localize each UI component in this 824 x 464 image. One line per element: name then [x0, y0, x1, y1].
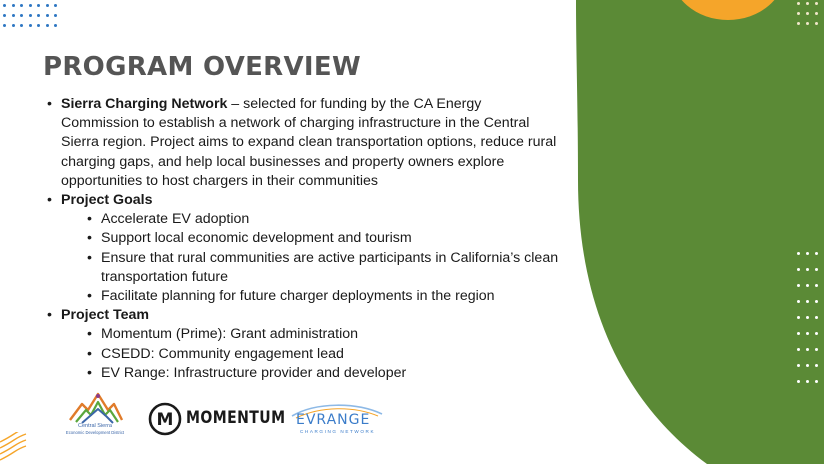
momentum-wordmark: MOMENTUM	[186, 408, 286, 427]
decor-dots-right	[795, 250, 824, 390]
network-description: – selected for funding by the CA Energy Commission to establish a network of charging infrastructure in the Central Sierra region. Project aims to expand clean transportation options, reduce rural charging gaps, and help local businesses and property owners explore opportunities to host chargers in their communities	[61, 96, 557, 189]
evrange-logo	[286, 402, 386, 438]
decor-dot	[46, 14, 49, 17]
decor-dot	[815, 252, 818, 255]
decor-dots-top-left	[0, 0, 60, 34]
decor-dot	[46, 24, 49, 27]
decor-dot	[797, 348, 800, 351]
decor-dot	[806, 12, 809, 15]
central-sierra-logo	[60, 390, 130, 446]
decor-dot	[806, 284, 809, 287]
decor-dot	[20, 14, 23, 17]
goals-list	[82, 210, 562, 306]
momentum-mark-icon	[148, 402, 182, 436]
decor-dot	[815, 332, 818, 335]
main-bullet-list	[42, 95, 562, 383]
decor-dot	[815, 364, 818, 367]
decor-dot	[54, 24, 57, 27]
decor-dot	[806, 300, 809, 303]
goal-item: • Ensure that rural communities are active participants in California’s clean transportation future	[82, 249, 562, 287]
decor-dot	[797, 252, 800, 255]
orange-wave-decoration	[0, 432, 30, 464]
decor-dot	[797, 22, 800, 25]
decor-dot	[815, 12, 818, 15]
decor-dot	[37, 14, 40, 17]
decor-dot	[29, 4, 32, 7]
decor-dot	[815, 380, 818, 383]
decor-dot	[29, 24, 32, 27]
decor-dot	[3, 4, 6, 7]
decor-dot	[815, 22, 818, 25]
decor-dot	[12, 14, 15, 17]
decor-dot	[797, 332, 800, 335]
goal-item: • Support local economic development and tourism	[82, 229, 562, 248]
decor-dot	[797, 364, 800, 367]
decor-dot	[815, 348, 818, 351]
central-sierra-name: Central Sierra	[78, 423, 112, 429]
decor-dot	[806, 380, 809, 383]
team-label: Project Team	[61, 307, 150, 324]
decor-dot	[797, 284, 800, 287]
decor-dot	[797, 380, 800, 383]
decor-dot	[815, 316, 818, 319]
decor-dot	[806, 268, 809, 271]
decor-dot	[12, 24, 15, 27]
decor-dot	[797, 2, 800, 5]
decor-dot	[815, 2, 818, 5]
decor-dot	[46, 4, 49, 7]
team-item: • EV Range: Infrastructure provider and developer	[82, 364, 562, 383]
momentum-logo	[148, 402, 286, 436]
decor-dot	[806, 364, 809, 367]
mountain-icon	[60, 390, 130, 424]
green-shape-path	[576, 0, 824, 464]
decor-dot	[815, 268, 818, 271]
decor-dot	[806, 332, 809, 335]
decor-dot	[20, 24, 23, 27]
bullet-network	[42, 95, 562, 191]
overview-content	[42, 95, 562, 383]
page-title: PROGRAM OVERVIEW	[43, 52, 361, 82]
team-item: • Momentum (Prime): Grant administration	[82, 325, 562, 344]
momentum-mark-letter: M	[156, 410, 174, 430]
decor-dot	[20, 4, 23, 7]
decor-dot	[3, 24, 6, 27]
decor-dot	[806, 252, 809, 255]
evrange-wordmark: EVRANGE	[296, 412, 371, 428]
team-list	[82, 325, 562, 383]
decor-dot	[54, 14, 57, 17]
goal-item: • Facilitate planning for future charger deployments in the region	[82, 287, 562, 306]
bullet-goals	[42, 191, 562, 306]
decor-dot	[797, 316, 800, 319]
decor-dot	[815, 284, 818, 287]
decor-dot	[797, 268, 800, 271]
decor-dot	[37, 24, 40, 27]
team-item: • CSEDD: Community engagement lead	[82, 345, 562, 364]
decor-dot	[797, 300, 800, 303]
partner-logos	[60, 390, 400, 450]
goal-item: • Accelerate EV adoption	[82, 210, 562, 229]
decor-dot	[806, 2, 809, 5]
goals-label: Project Goals	[61, 192, 153, 209]
decor-dot	[815, 300, 818, 303]
decor-dot	[29, 14, 32, 17]
decor-dot	[806, 316, 809, 319]
decor-dot	[806, 348, 809, 351]
decor-dot	[797, 12, 800, 15]
decor-dot	[37, 4, 40, 7]
decor-dot	[3, 14, 6, 17]
decor-dot	[54, 4, 57, 7]
central-sierra-subtitle: Economic Development District	[65, 430, 125, 435]
network-label: Sierra Charging Network	[61, 96, 228, 112]
decor-dot	[806, 22, 809, 25]
decor-dot	[12, 4, 15, 7]
decor-dots-top-right	[795, 0, 824, 34]
bullet-team	[42, 306, 562, 383]
evrange-subtitle: CHARGING NETWORK	[300, 429, 376, 434]
